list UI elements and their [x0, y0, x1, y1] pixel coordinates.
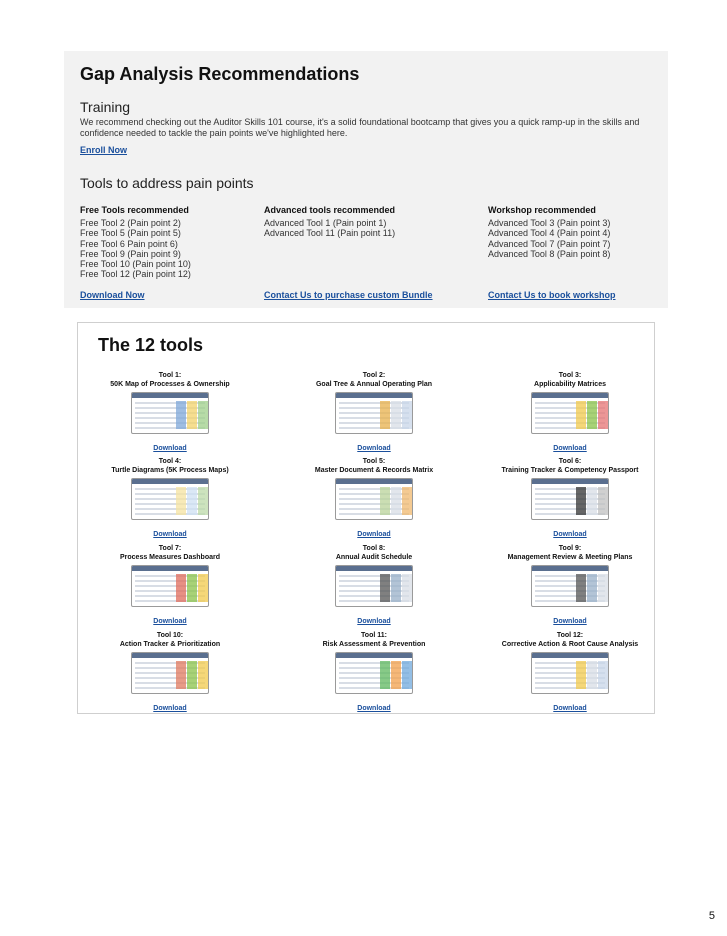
tool-number: Tool 3: — [558, 372, 582, 379]
tool-card-7 — [80, 544, 260, 628]
tool-card-5 — [284, 457, 464, 541]
tool-name: Applicability Matrices — [534, 381, 606, 388]
advanced-tools-column — [264, 205, 395, 239]
tool-card-2 — [284, 371, 464, 455]
list-item: Advanced Tool 1 (Pain point 1) — [264, 218, 387, 228]
list-item: Advanced Tool 7 (Pain point 7) — [488, 238, 611, 249]
tool-name: Goal Tree & Annual Operating Plan — [315, 381, 433, 388]
tool-download-link[interactable]: Download — [553, 705, 587, 712]
tool-preview-thumbnail — [335, 565, 413, 607]
column-heading: Workshop recommended — [488, 205, 596, 215]
tool-preview-thumbnail — [131, 565, 209, 607]
tool-download-link[interactable]: Download — [153, 445, 187, 452]
tool-preview-thumbnail — [131, 392, 209, 434]
list-item: Free Tool 9 (Pain point 9) — [80, 248, 181, 259]
list-item: Free Tool 12 (Pain point 12) — [80, 269, 191, 280]
tools-section-title: The 12 tools — [98, 335, 204, 355]
training-heading: Training — [80, 99, 131, 115]
tool-download-link[interactable]: Download — [357, 531, 391, 538]
list-item: Advanced Tool 4 (Pain point 4) — [488, 228, 611, 239]
tool-download-link[interactable]: Download — [357, 445, 391, 452]
list-item: Advanced Tool 3 (Pain point 3) — [488, 218, 611, 228]
tool-number: Tool 8: — [362, 545, 386, 552]
tool-number: Tool 2: — [362, 372, 386, 379]
purchase-bundle-link[interactable]: Contact Us to purchase custom Bundle — [264, 290, 433, 300]
tool-download-link[interactable]: Download — [357, 705, 391, 712]
tool-download-link[interactable]: Download — [153, 531, 187, 538]
tool-preview-thumbnail — [531, 565, 609, 607]
tool-download-link[interactable]: Download — [553, 531, 587, 538]
tool-number: Tool 5: — [362, 458, 386, 465]
download-now-link[interactable]: Download Now — [80, 290, 145, 300]
tool-number: Tool 6: — [558, 458, 582, 465]
workshop-column — [488, 205, 610, 259]
tool-card-4 — [80, 457, 260, 541]
tool-number: Tool 11: — [361, 632, 387, 639]
tool-download-link[interactable]: Download — [553, 618, 587, 625]
tool-download-link[interactable]: Download — [553, 445, 587, 452]
tool-preview-thumbnail — [335, 652, 413, 694]
tool-name: Action Tracker & Prioritization — [119, 641, 221, 648]
training-text: We recommend checking out the Auditor Skills 101 course, it's a solid foundational bootcamp that gives you a quick ramp-up in the skills and confidence needed to tackle the pain points we've highlighted here. — [80, 117, 640, 138]
tool-preview-thumbnail — [131, 652, 209, 694]
gap-analysis-title: Gap Analysis Recommendations — [80, 64, 360, 84]
page-number: 5 — [708, 910, 715, 922]
tool-name: Corrective Action & Root Cause Analysis — [501, 641, 639, 648]
free-tools-column — [80, 205, 191, 280]
tool-name: Risk Assessment & Prevention — [322, 641, 426, 648]
list-item: Free Tool 2 (Pain point 2) — [80, 218, 181, 228]
tools-heading: Tools to address pain points — [80, 175, 254, 191]
tool-number: Tool 4: — [158, 458, 182, 465]
list-item: Advanced Tool 8 (Pain point 8) — [488, 248, 611, 259]
tool-card-8 — [284, 544, 464, 628]
tool-preview-thumbnail — [131, 478, 209, 520]
tool-name: Master Document & Records Matrix — [314, 467, 434, 474]
tool-card-3 — [480, 371, 660, 455]
tool-number: Tool 10: — [156, 632, 184, 639]
tool-preview-thumbnail — [531, 652, 609, 694]
tool-name: Process Measures Dashboard — [120, 554, 220, 561]
column-heading: Advanced tools recommended — [264, 205, 396, 215]
tool-name: Annual Audit Schedule — [335, 554, 413, 561]
list-item: Free Tool 6 Pain point 6) — [80, 238, 178, 249]
tool-name: 50K Map of Processes & Ownership — [110, 381, 230, 388]
tool-number: Tool 9: — [558, 545, 582, 552]
list-item: Advanced Tool 11 (Pain point 11) — [264, 228, 396, 239]
tool-card-9 — [480, 544, 660, 628]
tool-preview-thumbnail — [531, 392, 609, 434]
tool-card-6 — [480, 457, 660, 541]
tool-name: Turtle Diagrams (5K Process Maps) — [111, 467, 229, 474]
tool-number: Tool 7: — [158, 545, 182, 552]
tool-number: Tool 12: — [556, 632, 584, 639]
gap-analysis-panel — [64, 51, 668, 308]
tool-name: Management Review & Meeting Plans — [507, 554, 633, 561]
tool-download-link[interactable]: Download — [153, 618, 187, 625]
tool-download-link[interactable]: Download — [357, 618, 391, 625]
column-heading: Free Tools recommended — [80, 205, 189, 215]
tool-card-1 — [80, 371, 260, 455]
tool-card-11 — [284, 631, 464, 715]
book-workshop-link[interactable]: Contact Us to book workshop — [488, 290, 616, 300]
twelve-tools-panel — [77, 322, 655, 714]
tool-preview-thumbnail — [335, 392, 413, 434]
tool-download-link[interactable]: Download — [153, 705, 187, 712]
tool-number: Tool 1: — [158, 372, 182, 379]
tool-name: Training Tracker & Competency Passport — [501, 467, 639, 474]
list-item: Free Tool 5 (Pain point 5) — [80, 228, 181, 239]
tool-card-12 — [480, 631, 660, 715]
tool-preview-thumbnail — [335, 478, 413, 520]
list-item: Free Tool 10 (Pain point 10) — [80, 259, 191, 270]
tool-card-10 — [80, 631, 260, 715]
enroll-now-link[interactable]: Enroll Now — [80, 145, 127, 155]
tool-preview-thumbnail — [531, 478, 609, 520]
